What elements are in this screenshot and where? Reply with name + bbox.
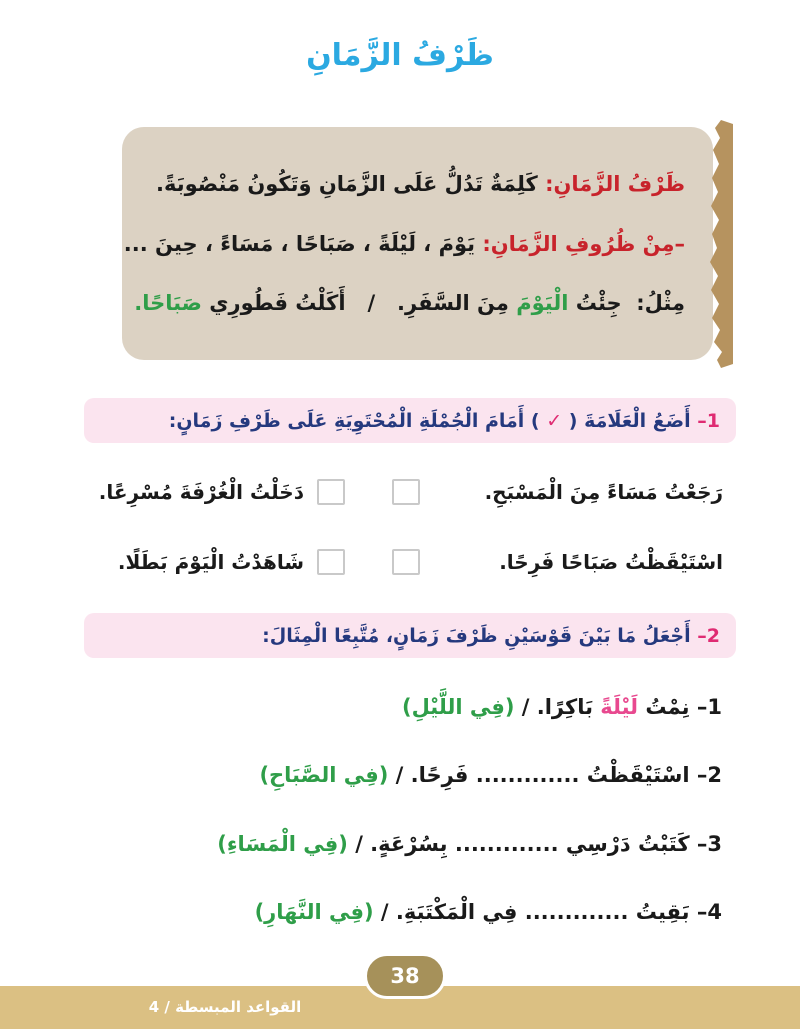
examples-list: يَوْمَ ، لَيْلَةً ، صَبَاحًا ، مَسَاءً ، حِينَ ... bbox=[123, 231, 476, 256]
definition-line-2 bbox=[123, 231, 685, 256]
exercise1-number: 1– bbox=[697, 409, 720, 432]
exercise1-title-post: ) أَمَامَ الْجُمْلَةِ الْمُحْتَوِيَةِ عَلَى ظَرْفِ زَمَانٍ: bbox=[168, 409, 540, 432]
answer-checkbox[interactable] bbox=[392, 549, 420, 575]
page-title: ظَرْفُ الزَّمَانِ bbox=[306, 38, 494, 73]
answer-checkbox[interactable] bbox=[317, 549, 345, 575]
exercise-item bbox=[217, 820, 722, 868]
sentence-text: شَاهَدْتُ الْيَوْمَ بَطَلًا. bbox=[117, 550, 304, 574]
example-adverb-1: الْيَوْمَ bbox=[516, 290, 569, 315]
item-hint: (فِي النَّهَارِ) bbox=[254, 900, 374, 924]
item-highlighted-adverb: لَيْلَةً bbox=[600, 695, 639, 719]
answer-checkbox[interactable] bbox=[317, 479, 345, 505]
exercise-item bbox=[259, 751, 722, 799]
definition-line-3 bbox=[134, 290, 685, 315]
footer-text: القواعد المبسطة / 4 bbox=[148, 998, 302, 1016]
checkmark-icon: ✓ bbox=[546, 409, 563, 432]
item-text-pre: كَتَبْتُ دَرْسِي bbox=[565, 832, 690, 856]
sentence-row bbox=[392, 470, 723, 514]
sentence-text: دَخَلْتُ الْغُرْفَةَ مُسْرِعًا. bbox=[98, 480, 304, 504]
exercise1-title-pre: أَضَعُ الْعَلَامَةَ ( bbox=[568, 409, 691, 432]
example-middle: مِنَ السَّفَرِ. / أَكَلْتُ فَطُورِي bbox=[209, 290, 509, 315]
sentence-row bbox=[392, 540, 723, 584]
exercise1-header bbox=[84, 398, 736, 443]
page-number-badge bbox=[364, 953, 446, 999]
blank-dots[interactable]: ............. bbox=[475, 763, 580, 787]
item-text-post: بِسُرْعَةٍ. / bbox=[355, 832, 448, 856]
item-number: 1– bbox=[696, 695, 722, 719]
item-text-pre: بَقِيتُ bbox=[635, 900, 690, 924]
item-text-post: فَرِحًا. / bbox=[395, 763, 469, 787]
item-hint: (فِي اللَّيْلِ) bbox=[401, 695, 515, 719]
item-number: 2– bbox=[696, 763, 722, 787]
answer-checkbox[interactable] bbox=[392, 479, 420, 505]
exercise2-header bbox=[84, 613, 736, 658]
brush-stroke-decoration bbox=[707, 120, 733, 368]
item-number: 4– bbox=[696, 900, 722, 924]
example-adverb-2: صَبَاحًا. bbox=[134, 290, 202, 315]
definition-line-1 bbox=[150, 172, 685, 196]
page-number: 38 bbox=[390, 964, 420, 988]
sentence-text: اسْتَيْقَظْتُ صَبَاحًا فَرِحًا. bbox=[499, 550, 723, 574]
definition-text: كَلِمَةٌ تَدُلُّ عَلَى الزَّمَانِ وَتَكُونُ مَنْصُوبَةً. bbox=[155, 172, 538, 197]
item-text-post: بَاكِرًا. / bbox=[521, 695, 593, 719]
example-intro: مِثْلُ: جِئْتُ bbox=[575, 290, 685, 315]
blank-dots[interactable]: ............. bbox=[454, 832, 559, 856]
sentence-row bbox=[58, 470, 345, 514]
item-text-post: فِي الْمَكْتَبَةِ. / bbox=[380, 900, 518, 924]
definition-term: ظَرْفُ الزَّمَانِ: bbox=[545, 172, 685, 197]
examples-term: –مِنْ ظُرُوفِ الزَّمَانِ: bbox=[482, 231, 685, 256]
item-hint: (فِي الْمَسَاءِ) bbox=[217, 832, 348, 856]
item-text-pre: اسْتَيْقَظْتُ bbox=[586, 763, 690, 787]
sentence-row bbox=[58, 540, 345, 584]
item-text-pre: نِمْتُ bbox=[645, 695, 690, 719]
exercise-item bbox=[255, 888, 722, 936]
definition-box bbox=[122, 127, 713, 360]
blank-dots[interactable]: ............. bbox=[524, 900, 629, 924]
item-hint: (فِي الصَّبَاحِ) bbox=[259, 763, 389, 787]
sentence-text: رَجَعْتُ مَسَاءً مِنَ الْمَسْبَحِ. bbox=[484, 480, 723, 504]
exercise-item bbox=[402, 683, 722, 731]
exercise2-title: أَجْعَلُ مَا بَيْنَ قَوْسَيْنِ ظَرْفَ زَمَانٍ، مُتَّبِعًا الْمِثَالَ: bbox=[262, 624, 691, 647]
item-number: 3– bbox=[696, 832, 722, 856]
exercise2-number: 2– bbox=[697, 624, 720, 647]
